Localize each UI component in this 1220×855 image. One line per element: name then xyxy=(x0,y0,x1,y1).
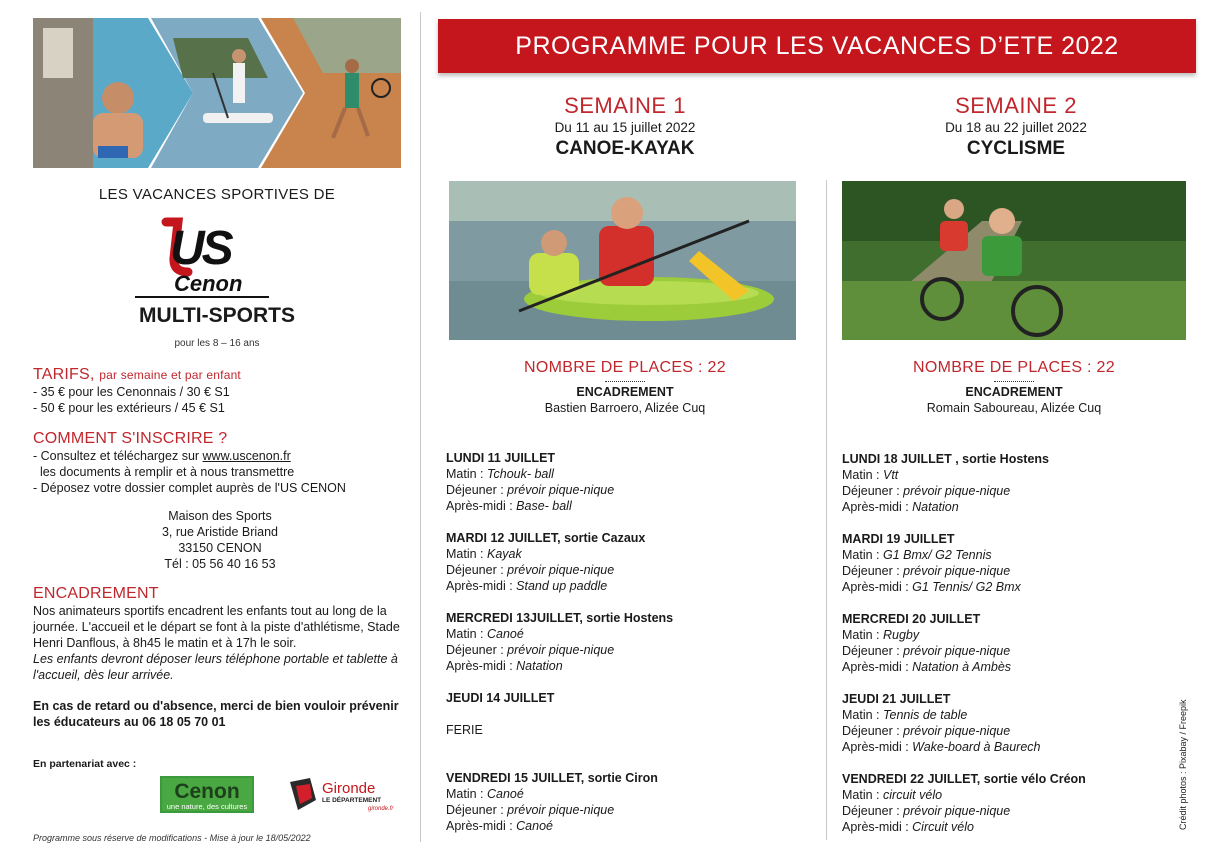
tarif-line: - 50 € pour les extérieurs / 45 € S1 xyxy=(33,401,225,415)
activity-value: prévoir pique-nique xyxy=(507,643,615,657)
activity-line xyxy=(842,707,1202,723)
staff-names: Romain Saboureau, Alizée Cuq xyxy=(926,401,1102,415)
gironde-logo-url: gironde.fr xyxy=(368,806,394,812)
activity-value: prévoir pique-nique xyxy=(903,564,1011,578)
activity-label: Après-midi : xyxy=(446,819,517,833)
activity-label: Matin : xyxy=(842,788,883,802)
activity-label: Déjeuner : xyxy=(446,563,508,577)
day-block xyxy=(842,691,1202,771)
activity-line xyxy=(446,658,806,674)
activity-label: Déjeuner : xyxy=(446,803,508,817)
activity-line xyxy=(842,739,1202,755)
activity-value: Base- ball xyxy=(516,499,572,513)
tarifs-title xyxy=(33,366,403,384)
activity-label: Après-midi : xyxy=(842,580,913,594)
activity-value: prévoir pique-nique xyxy=(903,724,1011,738)
week-1-header xyxy=(445,93,805,161)
partner-label: En partenariat avec : xyxy=(33,758,137,770)
activity-label: Après-midi : xyxy=(842,660,913,674)
column-divider xyxy=(826,180,827,840)
week-sport: CANOE-KAYAK xyxy=(555,138,695,159)
inscription-line-1 xyxy=(33,448,403,464)
day-block xyxy=(446,610,806,690)
multisports-title: MULTI-SPORTS xyxy=(139,304,295,327)
activity-line xyxy=(842,659,1202,675)
gironde-logo-name: Gironde xyxy=(322,780,376,797)
activity-value: Canoé xyxy=(487,627,524,641)
activity-line xyxy=(446,642,806,658)
activity-line xyxy=(446,562,806,578)
activity-line xyxy=(842,563,1202,579)
places-count: NOMBRE DE PLACES : 22 xyxy=(913,359,1115,376)
activity-label: Matin : xyxy=(446,467,487,481)
activity-label: Après-midi : xyxy=(842,500,913,514)
activity-value: Canoé xyxy=(487,787,524,801)
activity-value: prévoir pique-nique xyxy=(507,563,615,577)
activity-line xyxy=(842,483,1202,499)
website-link[interactable]: www.uscenon.fr xyxy=(202,449,291,463)
day-title: VENDREDI 22 JUILLET, sortie vélo Créon xyxy=(842,772,1086,786)
places-count: NOMBRE DE PLACES : 22 xyxy=(524,359,726,376)
holiday-note: FERIE xyxy=(446,723,483,737)
dotted-separator xyxy=(605,379,645,382)
day-block xyxy=(446,770,806,850)
phone-line: Tél : 05 56 40 16 53 xyxy=(164,557,276,571)
activity-value: prévoir pique-nique xyxy=(903,804,1011,818)
activity-label: Matin : xyxy=(446,547,487,561)
tarif-line: - 35 € pour les Cenonnais / 30 € S1 xyxy=(33,385,230,399)
week-2-schedule xyxy=(842,451,1202,851)
day-title: MERCREDI 20 JUILLET xyxy=(842,612,981,626)
activity-value: Tennis de table xyxy=(883,708,968,722)
activity-label: Matin : xyxy=(842,708,883,722)
dotted-separator xyxy=(994,379,1034,382)
day-block xyxy=(842,611,1202,691)
hero-collage xyxy=(33,18,401,168)
day-block xyxy=(842,771,1202,851)
day-block xyxy=(446,690,806,770)
inscription-line-2: les documents à remplir et à nous transmettre xyxy=(33,465,295,479)
address-line: 33150 CENON xyxy=(178,541,262,555)
tarifs-heading: TARIFS, xyxy=(33,366,95,383)
tarifs-section xyxy=(33,366,403,416)
activity-label: Matin : xyxy=(446,787,487,801)
day-title: LUNDI 18 JUILLET , sortie Hostens xyxy=(842,452,1049,466)
encadrement-text: Nos animateurs sportifs encadrent les enfants tout au long de la journée. L'accueil et le départ se font à la piste d'athlétisme, Stade Henri Danflous, à 8h45 le matin et à 17h le soir. xyxy=(33,604,400,650)
activity-value: prévoir pique-nique xyxy=(507,803,615,817)
absence-notice: En cas de retard ou d'absence, merci de bien vouloir prévenir les éducateurs au 06 18 05 70 01 xyxy=(33,699,399,729)
activity-value: prévoir pique-nique xyxy=(903,484,1011,498)
activity-line xyxy=(842,787,1202,803)
week-sport: CYCLISME xyxy=(966,138,1066,159)
cycling-photo xyxy=(842,181,1186,340)
activity-line xyxy=(446,786,806,802)
encadrement-section xyxy=(33,585,405,683)
encadrement-label: ENCADREMENT xyxy=(576,385,674,399)
activity-line xyxy=(446,466,806,482)
day-title: LUNDI 11 JUILLET xyxy=(446,451,556,465)
week-2-places xyxy=(834,358,1194,416)
encadrement-label: ENCADREMENT xyxy=(965,385,1063,399)
address-line: Maison des Sports xyxy=(168,509,272,523)
activity-label: Matin : xyxy=(842,468,883,482)
column-divider xyxy=(420,12,421,842)
activity-line xyxy=(842,579,1202,595)
activity-label: Après-midi : xyxy=(446,499,517,513)
activity-label: Déjeuner : xyxy=(842,484,904,498)
week-1-schedule xyxy=(446,450,806,850)
cenon-logo-tagline: une nature, des cultures xyxy=(166,802,248,811)
activity-value: Kayak xyxy=(487,547,522,561)
activity-label: Déjeuner : xyxy=(446,643,508,657)
activity-value: prévoir pique-nique xyxy=(507,483,615,497)
activity-value: G1 Tennis/ G2 Bmx xyxy=(912,580,1021,594)
activity-line xyxy=(842,723,1202,739)
activity-value: Stand up paddle xyxy=(516,579,608,593)
activity-line xyxy=(842,643,1202,659)
week-title: SEMAINE 1 xyxy=(564,93,686,118)
photo-credit: Crédit photos : Pixabay / Freepik xyxy=(1178,699,1188,830)
activity-value: Vtt xyxy=(883,468,899,482)
activity-label: Déjeuner : xyxy=(446,483,508,497)
activity-line xyxy=(446,578,806,594)
activity-label: Après-midi : xyxy=(842,740,913,754)
address-line: 3, rue Aristide Briand xyxy=(161,525,279,539)
day-title: MERCREDI 13JUILLET, sortie Hostens xyxy=(446,611,674,625)
activity-value: Rugby xyxy=(883,628,920,642)
week-title: SEMAINE 2 xyxy=(955,93,1077,118)
activity-value: Natation à Ambès xyxy=(912,660,1012,674)
activity-label: Après-midi : xyxy=(446,659,517,673)
activity-label: Déjeuner : xyxy=(842,804,904,818)
week-1-places xyxy=(445,358,805,416)
intro-text: LES VACANCES SPORTIVES DE xyxy=(98,186,336,203)
ages-label: pour les 8 – 16 ans xyxy=(174,338,260,349)
inscription-line-1-text: - Consultez et téléchargez sur xyxy=(33,449,203,463)
inscription-title: COMMENT S'INSCRIRE ? xyxy=(33,430,228,447)
day-block xyxy=(446,450,806,530)
activity-value: Circuit vélo xyxy=(912,820,974,834)
activity-line xyxy=(446,546,806,562)
activity-label: Matin : xyxy=(842,548,883,562)
encadrement-note: Les enfants devront déposer leurs téléphone portable et tablette à l'accueil, dès leur arrivée. xyxy=(33,652,398,682)
week-2-header xyxy=(836,93,1196,161)
activity-line xyxy=(842,547,1202,563)
logo-city-text: Cenon xyxy=(174,271,243,296)
day-block xyxy=(446,530,806,610)
activity-label: Déjeuner : xyxy=(842,644,904,658)
activity-value: circuit vélo xyxy=(883,788,943,802)
inscription-line-3: - Déposez votre dossier complet auprès de l'US CENON xyxy=(33,481,346,495)
us-cenon-logo xyxy=(160,214,275,300)
activity-value: prévoir pique-nique xyxy=(903,644,1011,658)
activity-value: Canoé xyxy=(516,819,553,833)
gironde-logo-sub: LE DÉPARTEMENT xyxy=(322,797,382,804)
day-title: MARDI 12 JUILLET, sortie Cazaux xyxy=(446,531,646,545)
activity-line xyxy=(842,819,1202,835)
day-title: VENDREDI 15 JUILLET, sortie Ciron xyxy=(446,771,658,785)
week-dates: Du 11 au 15 juillet 2022 xyxy=(554,120,696,135)
encadrement-title: ENCADREMENT xyxy=(33,585,159,602)
day-title: JEUDI 14 JUILLET xyxy=(446,691,555,705)
activity-label: Matin : xyxy=(842,628,883,642)
activity-label: Après-midi : xyxy=(446,579,517,593)
activity-line xyxy=(446,498,806,514)
activity-line xyxy=(446,802,806,818)
activity-value: Natation xyxy=(516,659,563,673)
program-banner xyxy=(438,19,1196,73)
activity-label: Après-midi : xyxy=(842,820,913,834)
activity-value: Wake-board à Baurech xyxy=(912,740,1041,754)
activity-line xyxy=(446,626,806,642)
day-title: MARDI 19 JUILLET xyxy=(842,532,955,546)
activity-label: Matin : xyxy=(446,627,487,641)
tarifs-subtitle: par semaine et par enfant xyxy=(99,368,241,382)
activity-label: Déjeuner : xyxy=(842,724,904,738)
day-block xyxy=(842,451,1202,531)
day-title: JEUDI 21 JUILLET xyxy=(842,692,951,706)
activity-value: Tchouk- ball xyxy=(487,467,554,481)
activity-line xyxy=(446,482,806,498)
activity-line xyxy=(446,818,806,834)
inscription-section xyxy=(33,430,403,496)
gironde-partner-logo xyxy=(288,776,396,814)
week-dates: Du 18 au 22 juillet 2022 xyxy=(945,120,1087,135)
canoe-kayak-photo xyxy=(449,181,796,340)
activity-line xyxy=(842,467,1202,483)
activity-value: Natation xyxy=(912,500,959,514)
activity-line xyxy=(842,499,1202,515)
day-block xyxy=(842,531,1202,611)
footnote: Programme sous réserve de modifications - Mise à jour le 18/05/2022 xyxy=(33,833,311,843)
address-block xyxy=(120,508,320,572)
logo-underline xyxy=(135,296,269,298)
cenon-partner-logo xyxy=(160,776,254,813)
activity-line xyxy=(842,627,1202,643)
activity-line xyxy=(842,803,1202,819)
cenon-logo-name: Cenon xyxy=(174,780,240,803)
staff-names: Bastien Barroero, Alizée Cuq xyxy=(544,401,706,415)
activity-label: Déjeuner : xyxy=(842,564,904,578)
program-title: PROGRAMME POUR LES VACANCES D’ETE 2022 xyxy=(515,32,1119,60)
logo-us-text: US xyxy=(170,222,231,275)
activity-value: G1 Bmx/ G2 Tennis xyxy=(883,548,992,562)
